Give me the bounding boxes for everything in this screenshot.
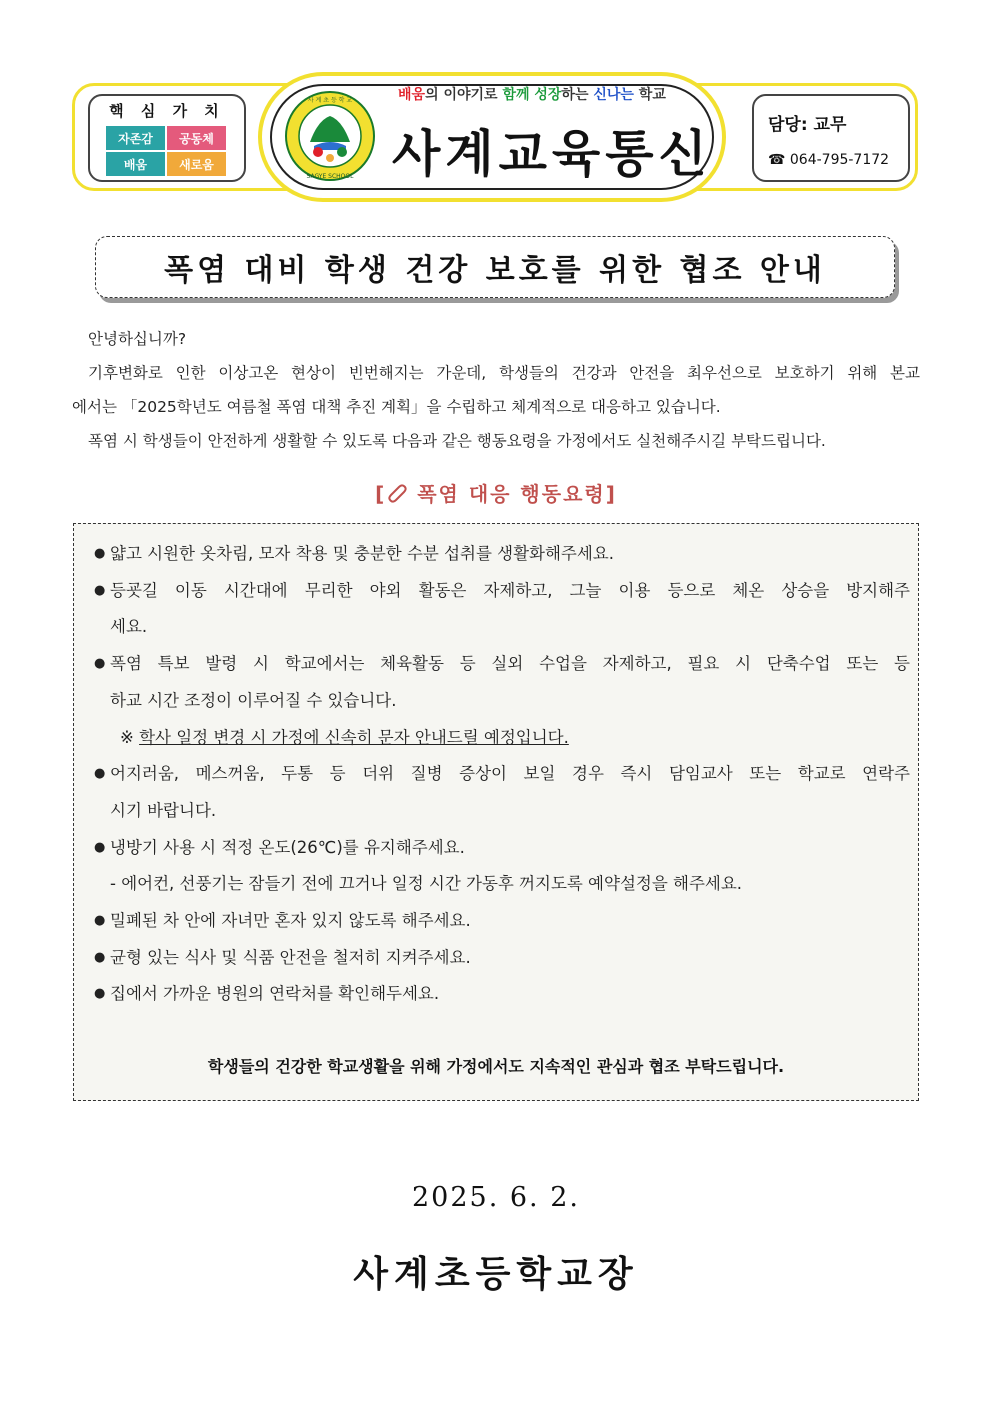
core-value-newness: 새로움 xyxy=(167,152,226,176)
slogan-part: 학교 xyxy=(633,87,666,103)
slogan-part: 하는 xyxy=(561,87,594,103)
slogan-part: 배움 xyxy=(398,87,426,103)
principal-signature: 사계초등학교장 xyxy=(353,1254,639,1295)
paperclip-icon xyxy=(386,482,408,504)
core-values-box xyxy=(88,94,246,182)
svg-text:사 계 초 등 학 교: 사 계 초 등 학 교 xyxy=(307,97,353,104)
core-value-community: 공동체 xyxy=(167,126,226,150)
guideline-note xyxy=(94,720,910,757)
section-heading-bracket: [ xyxy=(375,482,387,506)
guideline-text: 폭염 특보 발령 시 학교에서는 체육활동 등 실외 수업을 자제하고, 필요 시 단축수업 또는 등 xyxy=(110,654,910,674)
intro-line: 에서는 「2025학년도 여름철 폭염 대책 추진 계획」을 수립하고 체계적으로 대응하고 있습니다. xyxy=(72,398,721,416)
core-values-title: 핵 심 가 치 xyxy=(109,102,225,120)
guideline-continuation: 세요. xyxy=(110,617,148,637)
guideline-continuation: 시기 바랍니다. xyxy=(110,800,217,820)
guideline-text: 집에서 가까운 병원의 연락처를 확인해두세요. xyxy=(110,984,440,1004)
section-heading-text: 폭염 대응 행동요령] xyxy=(408,482,617,506)
guideline-item xyxy=(94,646,910,683)
guideline-text: 어지러움, 메스꺼움, 두통 등 더위 질병 증상이 보일 경우 즉시 담임교사 또는 학교로 연락주 xyxy=(110,764,910,784)
notice-title: 폭염 대비 학생 건강 보호를 위한 협조 안내 xyxy=(95,236,895,298)
guideline-text: 얇고 시원한 옷차림, 모자 착용 및 충분한 수분 섭취를 생활화해주세요. xyxy=(110,544,614,563)
bullet-icon: ● xyxy=(94,839,106,855)
guideline-item xyxy=(94,830,910,867)
contact-phone: ☎ 064-795-7172 xyxy=(768,152,890,168)
slogan-part: 함께 성장 xyxy=(502,87,562,103)
guideline-subitem: - 에어컨, 선풍기는 잠들기 전에 끄거나 일정 시간 가동후 꺼지도록 예약설정을 해주세요. xyxy=(110,874,743,894)
core-value-self-esteem: 자존감 xyxy=(106,126,165,150)
school-slogan xyxy=(398,84,698,104)
newsletter-title: 사계교육통신 xyxy=(392,125,712,183)
guideline-item xyxy=(94,536,910,573)
bullet-icon: ● xyxy=(94,546,106,561)
document-date: 2025. 6. 2. xyxy=(412,1182,580,1213)
guideline-item xyxy=(94,940,910,977)
guideline-item xyxy=(94,903,910,940)
bullet-icon: ● xyxy=(94,986,106,1002)
guidelines-closing: 학생들의 건강한 학교생활을 위해 가정에서도 지속적인 관심과 협조 부탁드립니다. xyxy=(207,1057,785,1076)
note-text: 학사 일정 변경 시 가정에 신속히 문자 안내드릴 예정입니다. xyxy=(139,727,569,747)
school-emblem-icon xyxy=(284,90,376,182)
bullet-icon: ● xyxy=(94,656,106,672)
guideline-text: 밀폐된 차 안에 자녀만 혼자 있지 않도록 해주세요. xyxy=(110,911,471,931)
guideline-item xyxy=(94,573,910,610)
bullet-icon: ● xyxy=(94,766,106,782)
contact-box xyxy=(752,94,910,182)
guideline-text: 균형 있는 식사 및 식품 안전을 철저히 지켜주세요. xyxy=(110,947,471,967)
contact-person: 담당: 교무 xyxy=(768,115,847,135)
section-heading xyxy=(0,478,992,507)
guideline-text: 냉방기 사용 시 적정 온도(26℃)를 유지해주세요. xyxy=(110,837,465,857)
intro-greeting: 안녕하십니까? xyxy=(88,330,187,348)
intro-text xyxy=(72,322,920,458)
bullet-icon: ● xyxy=(94,582,106,598)
guidelines-list xyxy=(94,536,910,1013)
guideline-continuation: 하교 시간 조정이 이루어질 수 있습니다. xyxy=(110,690,397,710)
bullet-icon: ● xyxy=(94,913,106,929)
bullet-icon: ● xyxy=(94,949,106,965)
slogan-part: 의 이야기로 xyxy=(425,87,503,103)
core-values-grid xyxy=(106,126,226,176)
intro-line: 기후변화로 인한 이상고온 현상이 빈번해지는 가운데, 학생들의 건강과 안전을 최우선으로 보호하기 위해 본교 xyxy=(88,364,920,382)
guideline-item xyxy=(94,976,910,1013)
guideline-item xyxy=(94,756,910,793)
svg-text:SAGYE SCHOOL: SAGYE SCHOOL xyxy=(306,173,354,180)
core-value-learning: 배움 xyxy=(106,152,165,176)
intro-line: 폭염 시 학생들이 안전하게 생활할 수 있도록 다음과 같은 행동요령을 가정에서도 실천해주시길 부탁드립니다. xyxy=(88,432,826,450)
slogan-part: 신나는 xyxy=(593,87,634,103)
guideline-text: 등굣길 이동 시간대에 무리한 야외 활동은 자제하고, 그늘 이용 등으로 체온 상승을 방지해주 xyxy=(110,580,910,600)
guidelines-box xyxy=(73,523,919,1101)
note-mark: ※ xyxy=(120,727,140,747)
